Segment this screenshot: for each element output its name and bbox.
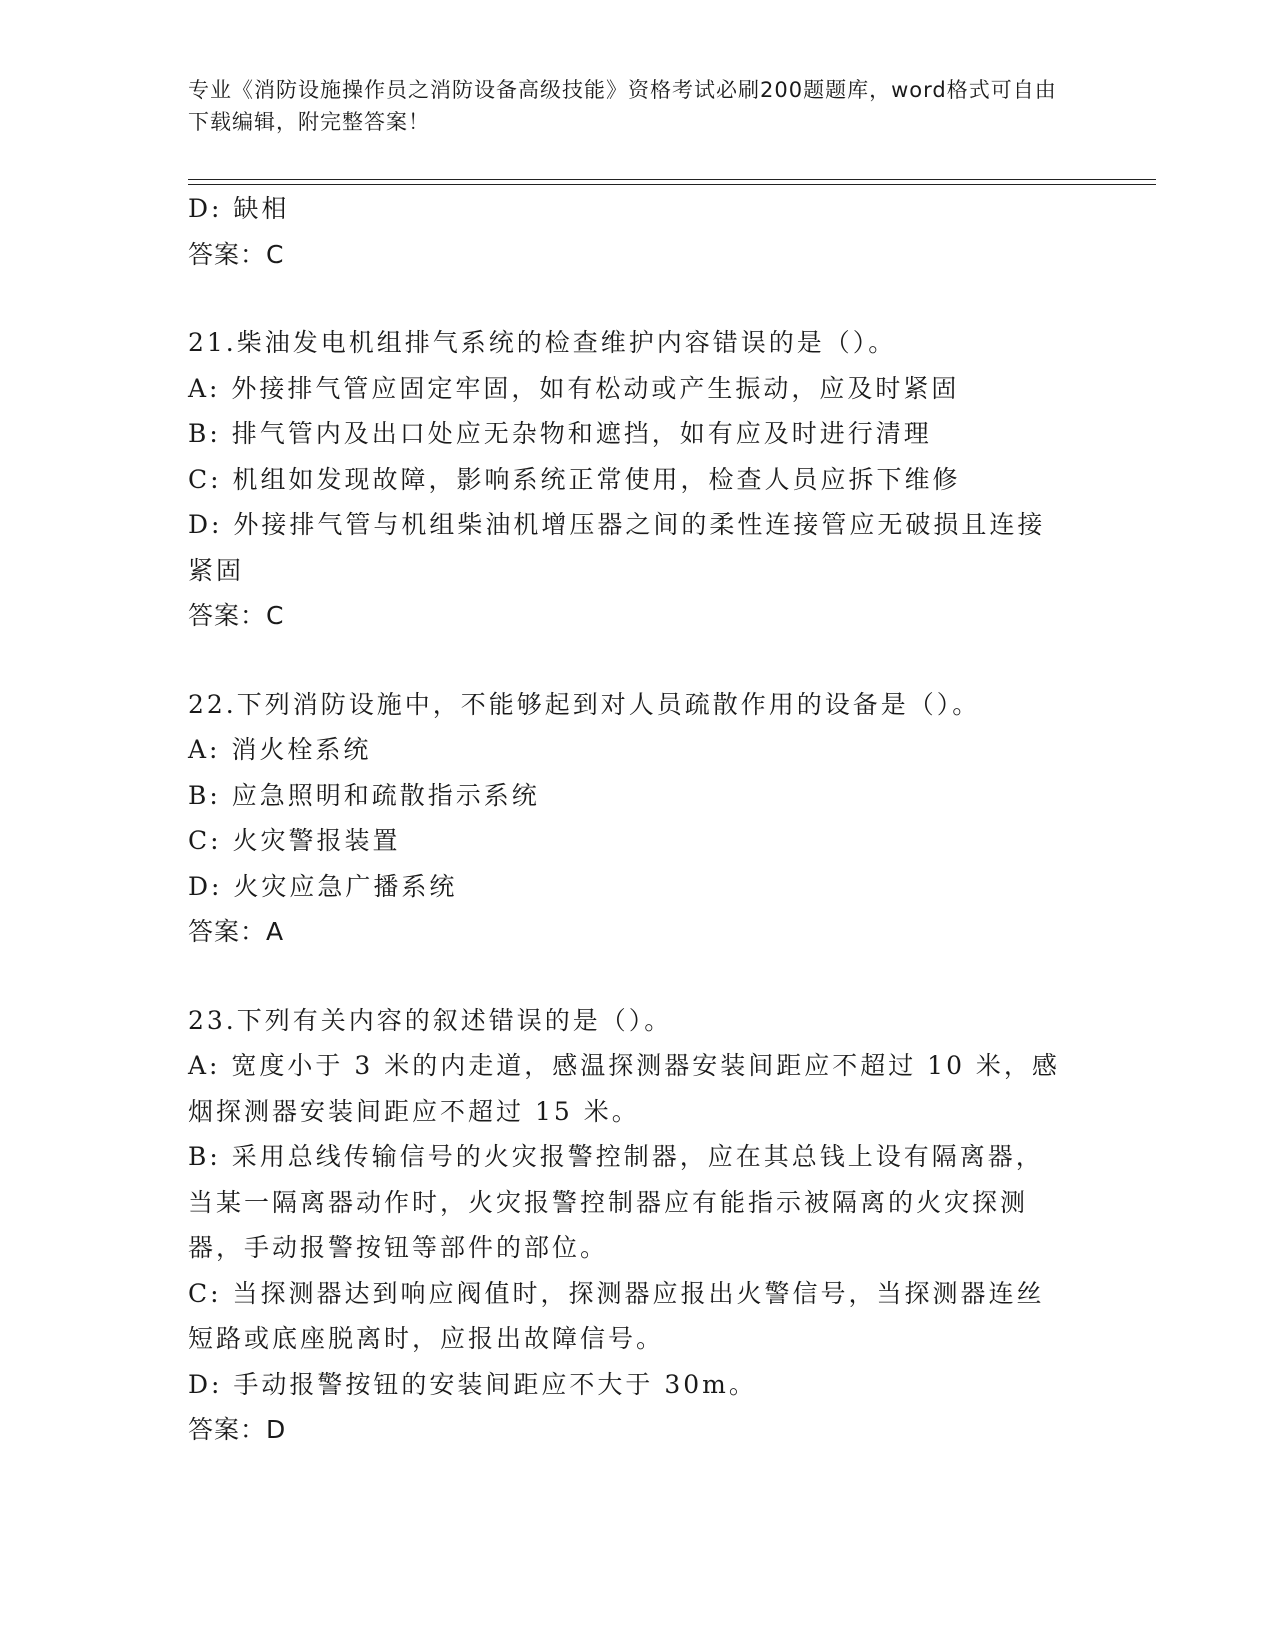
option-c: C: 当探测器达到响应阀值时，探测器应报出火警信号，当探测器连丝 <box>188 1278 1045 1308</box>
question-stem: 22.下列消防设施中，不能够起到对人员疏散作用的设备是（）。 <box>188 689 981 719</box>
option-b: B: 排气管内及出口处应无杂物和遮挡，如有应及时进行清理 <box>188 419 932 448</box>
question-stem: 23.下列有关内容的叙述错误的是（）。 <box>188 1005 673 1035</box>
option-d-continued: 紧固 <box>188 555 245 585</box>
answer: 答案：D <box>188 1415 287 1444</box>
spacer <box>188 955 1088 998</box>
question-list <box>188 186 1088 1453</box>
header-rule-top <box>188 179 1156 180</box>
answer: 答案：A <box>188 917 285 946</box>
option-b-continued: 当某一隔离器动作时，火灾报警控制器应有能指示被隔离的火灾探测 <box>188 1187 1029 1217</box>
option-c: C: 火灾警报装置 <box>188 826 401 855</box>
option-a: A: 外接排气管应固定牢固，如有松动或产生振动，应及时紧固 <box>188 373 960 403</box>
option-b: B: 应急照明和疏散指示系统 <box>188 780 540 810</box>
question-23 <box>188 998 1088 1453</box>
option-a: A: 宽度小于 3 米的内走道，感温探测器安装间距应不超过 10 米，感 <box>188 1051 1060 1080</box>
question-21 <box>188 320 1088 639</box>
spacer <box>188 639 1088 682</box>
option-c-continued: 短路或底座脱离时，应报出故障信号。 <box>188 1324 665 1353</box>
prev-answer: 答案：C <box>188 239 285 269</box>
option-d: D: 外接排气管与机组柴油机增压器之间的柔性连接管应无破损且连接 <box>188 510 1046 539</box>
question-stem: 21.柴油发电机组排气系统的检查维护内容错误的是（）。 <box>188 328 897 357</box>
option-c: C: 机组如发现故障，影响系统正常使用，检查人员应拆下维修 <box>188 464 961 494</box>
option-d: D: 手动报警按钮的安装间距应不大于 30m。 <box>188 1369 757 1399</box>
question-22 <box>188 682 1088 955</box>
page-header: 专业《消防设施操作员之消防设备高级技能》资格考试必刷200题题库，word格式可自由下载编辑，附完整答案！ <box>188 78 1057 134</box>
answer: 答案：C <box>188 601 285 630</box>
header-rule-bottom <box>188 184 1156 185</box>
prev-option-d: D: 缺相 <box>188 194 290 223</box>
option-b: B: 采用总线传输信号的火灾报警控制器，应在其总钱上设有隔离器， <box>188 1142 1044 1171</box>
option-d: D: 火灾应急广播系统 <box>188 871 458 901</box>
option-b-continued-2: 器，手动报警按钮等部件的部位。 <box>188 1233 609 1262</box>
option-a: A: 消火栓系统 <box>188 735 372 764</box>
spacer <box>188 277 1088 320</box>
option-a-continued: 烟探测器安装间距应不超过 15 米。 <box>188 1096 640 1126</box>
